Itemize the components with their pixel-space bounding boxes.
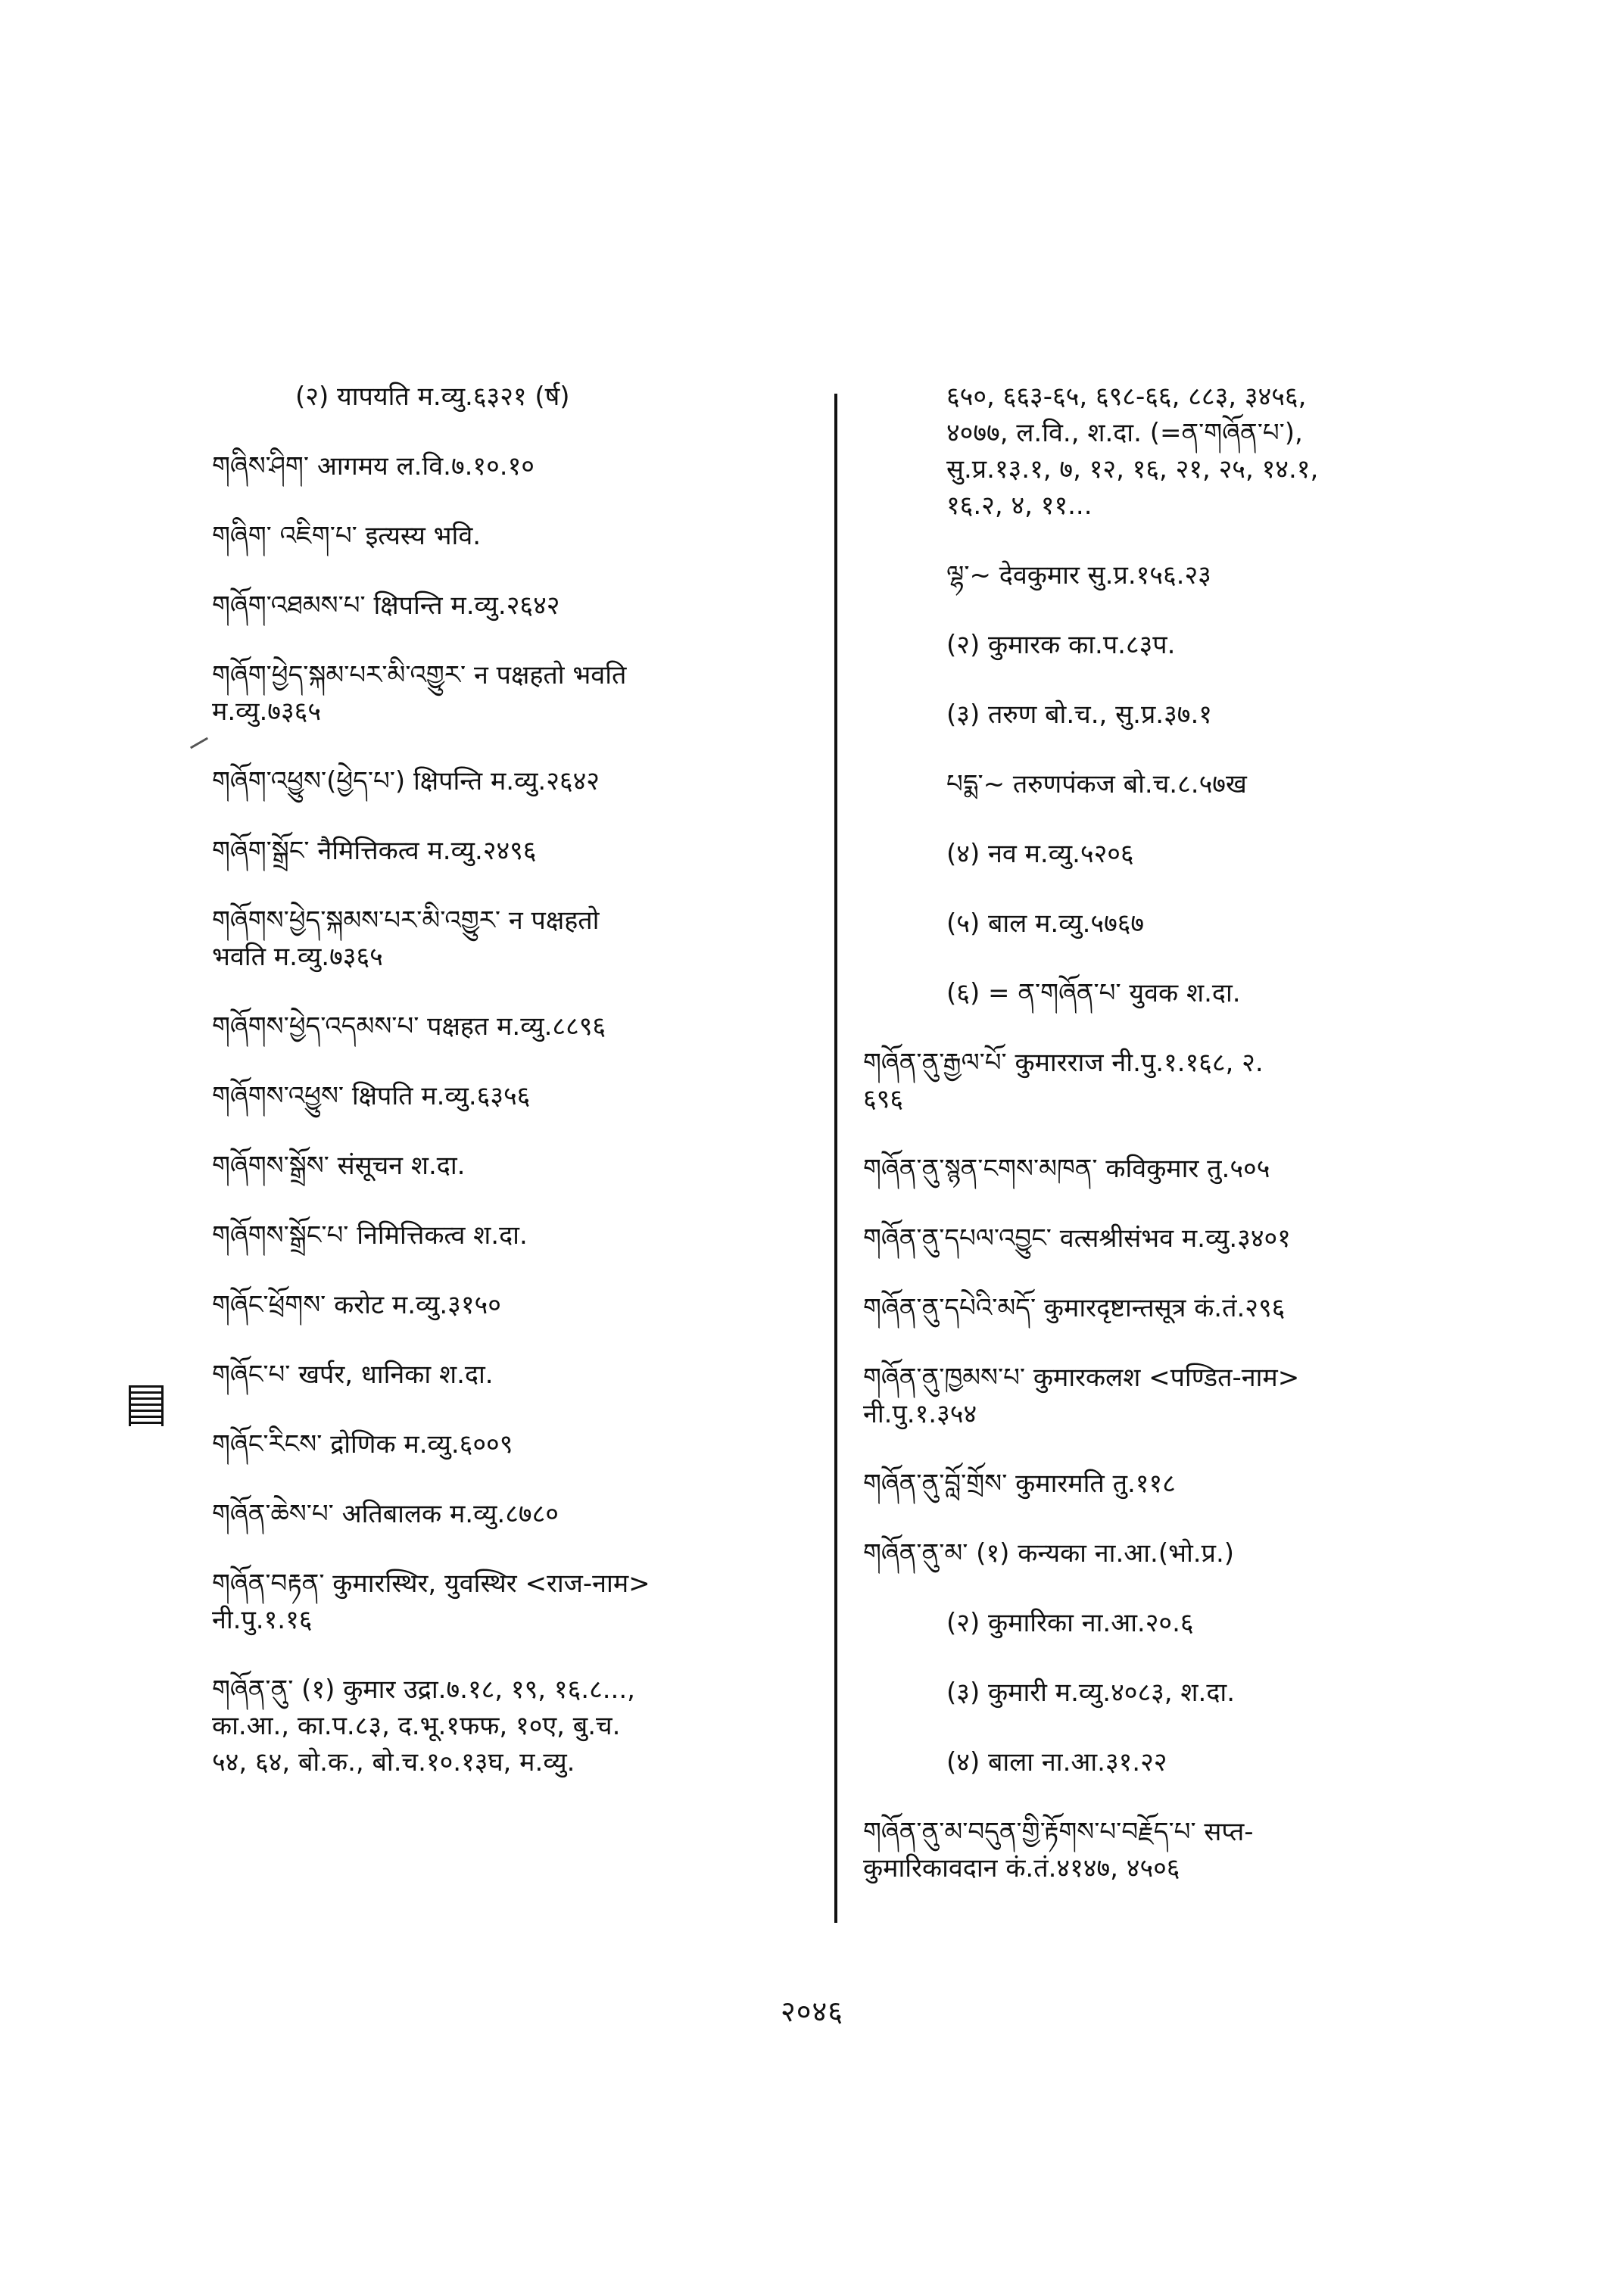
margin-marker-icon	[129, 1385, 164, 1426]
dictionary-subentry	[863, 836, 1469, 872]
dictionary-subentry	[863, 1605, 1469, 1641]
entry-text: གཞོན་ནུ་དཔལ་འབྱུང་ वत्सश्रीसंभव म.व्यु.३४०१	[863, 1223, 1291, 1254]
dictionary-entry	[212, 902, 818, 975]
dictionary-entry	[863, 1290, 1469, 1326]
column-divider	[834, 394, 837, 1923]
dictionary-subentry	[863, 696, 1469, 733]
dictionary-entry	[212, 448, 818, 484]
left-column	[212, 379, 818, 1814]
dictionary-subentry	[863, 557, 1469, 594]
entry-text: གཞོང་པ་ खर्पर, धानिका श.दा.	[212, 1360, 494, 1390]
entry-text: (२) कुमारिका ना.आ.२०.६	[946, 1608, 1194, 1638]
entry-text: གཞོགས་འཕྱུས་ क्षिपति म.व्यु.६३५६	[212, 1081, 531, 1111]
dictionary-entry	[212, 587, 818, 624]
entry-text: གཞོག་འཕྱུས་(ཕྱེད་པ་) क्षिपन्ति म.व्यु.२६४२	[212, 766, 600, 796]
dictionary-entry	[212, 1078, 818, 1114]
entry-text: གཞོན་ནུ་ (१) कुमार उद्रा.७.१८, १९, १६.८...,	[212, 1675, 635, 1705]
entry-text: (५) बाल म.व्यु.५७६७	[946, 908, 1145, 939]
entry-continuation: भवति म.व्यु.७३६५	[212, 942, 383, 972]
stray-pen-mark	[190, 737, 208, 749]
dictionary-entry	[212, 1287, 818, 1323]
dictionary-entry	[863, 1466, 1469, 1502]
dictionary-entry	[212, 1008, 818, 1045]
dictionary-entry	[212, 518, 818, 554]
entry-text: གཞོག་སྒྲོང་ नैमित्तिकत्व म.व्यु.२४९६	[212, 836, 537, 866]
entry-text: གཞོགས་ཕྱེད་སྐམས་པར་མི་འགྱུར་ न पक्षहतो	[212, 905, 600, 936]
entry-text: གཞིས་ཤིག་ आगमय ल.वि.७.१०.१०	[212, 451, 535, 481]
entry-continuation: ५४, ६४, बो.क., बो.च.१०.१३घ, म.व्यु.	[212, 1747, 575, 1777]
entry-text: (२) यापयति म.व्यु.६३२१ (र्ष)	[295, 382, 570, 412]
dictionary-entry	[863, 1220, 1469, 1257]
entry-text: (३) तरुण बो.च., सु.प्र.३७.१	[946, 699, 1212, 730]
right-column	[863, 379, 1469, 1920]
entry-text: གཞོགས་ཕྱེད་འདམས་པ་ पक्षहत म.व्यु.८८९६	[212, 1011, 606, 1042]
dictionary-entry	[212, 1357, 818, 1393]
entry-text: གཞོག་ཕྱེད་སྐམ་པར་མི་འགྱུར་ न पक्षहतो भवति	[212, 660, 627, 690]
entry-text: གཞོན་ནུ་མ་ (१) कन्यका ना.आ.(भो.प्र.)	[863, 1538, 1235, 1569]
entry-text: གཞོན་ཆེས་པ་ अतिबालक म.व्यु.८७८०	[212, 1499, 559, 1529]
entry-continuation: म.व्यु.७३६५	[212, 696, 322, 727]
entry-text: གཞོན་ནུ་རྒྱལ་པོ་ कुमारराज नी.पु.१.१६८, २.	[863, 1048, 1264, 1078]
entry-text: པདྨ་~ तरुणपंकज बो.च.८.५७ख	[946, 769, 1247, 799]
dictionary-subentry	[863, 905, 1469, 942]
entry-continuation: सु.प्र.१३.१, ७, १२, १६, २१, २५, १४.१,	[946, 454, 1319, 484]
entry-text: ལྷ་~ देवकुमार सु.प्र.१५६.२३	[946, 560, 1211, 590]
entry-text: (३) कुमारी म.व्यु.४०८३, श.दा.	[946, 1678, 1236, 1708]
entry-text: (६) = ན་གཞོན་པ་ युवक श.दा.	[946, 978, 1241, 1008]
entry-continuation: ४०७७, ल.वि., श.दा. (=ན་གཞོན་པ་),	[946, 418, 1303, 448]
dictionary-entry	[212, 1426, 818, 1463]
entry-text: (४) बाला ना.आ.३१.२२	[946, 1747, 1167, 1777]
entry-continuation: का.आ., का.प.८३, द.भू.१फफ, १०ए, बु.च.	[212, 1711, 621, 1741]
entry-continuation: ६५०, ६६३-६५, ६९८-६६, ८८३, ३४५६,	[946, 382, 1307, 412]
dictionary-entry	[212, 763, 818, 799]
entry-continuation: १६.२, ४, ११...	[946, 491, 1093, 521]
dictionary-entry	[212, 1671, 818, 1781]
dictionary-entry	[863, 1814, 1469, 1886]
entry-continuation: कुमारिकावदान कं.तं.४१४७, ४५०६	[863, 1853, 1180, 1883]
entry-text: གཞོན་ནུ་སྙན་ངགས་མཁན་ कविकुमार तु.५०५	[863, 1154, 1270, 1184]
entry-text: གཞོན་ནུ་མ་བདུན་གྱི་རྟོགས་པ་བརྗོད་པ་ सप्त-	[863, 1817, 1254, 1847]
entry-text: གཞོགས་སྒྲོང་པ་ निमित्तिकत्व श.दा.	[212, 1220, 528, 1251]
entry-text: གཞོན་ནུ་བློ་གྲོས་ कुमारमति तु.११८	[863, 1469, 1176, 1499]
dictionary-subentry	[863, 1675, 1469, 1711]
dictionary-subentry	[863, 1744, 1469, 1781]
entry-text: གཞོང་ཕྲོགས་ करोट म.व्यु.३१५०	[212, 1290, 501, 1320]
dictionary-entry	[212, 657, 818, 730]
dictionary-entry	[863, 1151, 1469, 1187]
dictionary-entry	[212, 1566, 818, 1638]
dictionary-entry	[212, 1148, 818, 1184]
entry-text: (२) कुमारक का.प.८३प.	[946, 630, 1176, 660]
entry-text: གཞོང་རིངས་ द्रोणिक म.व्यु.६००९	[212, 1429, 513, 1460]
entry-text: གཞིག་ འཇིག་པ་ इत्यस्य भवि.	[212, 521, 482, 551]
dictionary-entry	[212, 379, 818, 415]
entry-text: གཞོན་ནུ་ཁྱམས་པ་ कुमारकलश <पण्डित-नाम>	[863, 1363, 1300, 1393]
entry-text: གཞོག་འཐམས་པ་ क्षिपन्ति म.व्यु.२६४२	[212, 590, 560, 621]
page-number: २०४६	[780, 1995, 844, 2028]
entry-text: (४) नव म.व्यु.५२०६	[946, 839, 1134, 869]
entry-text: གཞོགས་སྒྲོས་ संसूचन श.दा.	[212, 1151, 466, 1181]
entry-continuation: नी.पु.१.३५४	[863, 1399, 977, 1429]
dictionary-entry	[863, 379, 1469, 524]
entry-continuation: ६९६	[863, 1084, 904, 1114]
entry-text: གཞོན་ནུ་དཔེའི་མདོ་ कुमारदृष्टान्तसूत्र कं.तं.२९६	[863, 1293, 1286, 1323]
dictionary-subentry	[863, 766, 1469, 802]
dictionary-subentry	[863, 975, 1469, 1011]
entry-text: གཞོན་བརྟན་ कुमारस्थिर, युवस्थिर <राज-नाम>	[212, 1569, 650, 1599]
dictionary-entry	[863, 1045, 1469, 1117]
entry-continuation: नी.पु.१.१६	[212, 1605, 313, 1635]
dictionary-entry	[212, 1217, 818, 1254]
dictionary-entry	[212, 833, 818, 869]
dictionary-entry	[863, 1360, 1469, 1432]
dictionary-subentry	[863, 627, 1469, 663]
dictionary-entry	[863, 1535, 1469, 1572]
dictionary-entry	[212, 1496, 818, 1532]
